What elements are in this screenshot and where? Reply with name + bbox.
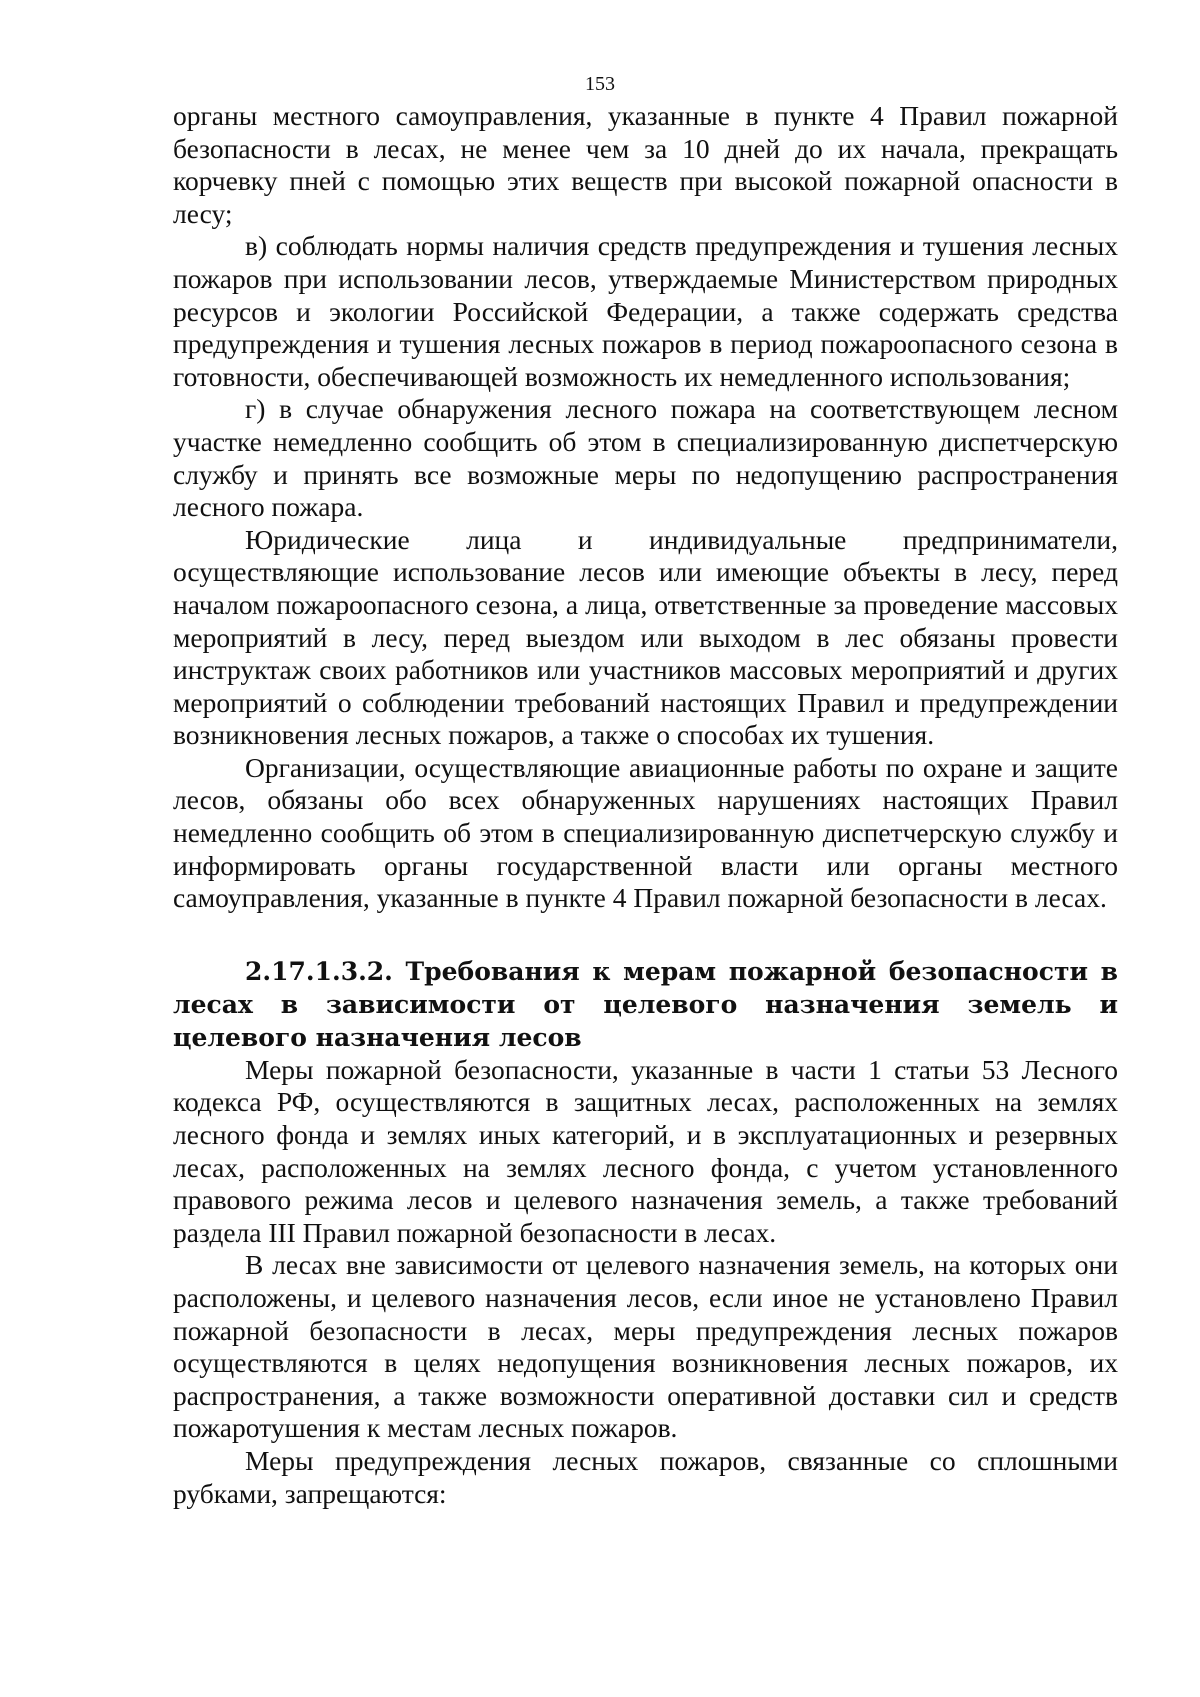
paragraph-item-v: в) соблюдать нормы наличия средств предупреждения и тушения лесных пожаров при использовании лесов, утверждаемые Министерством природных ресурсов и экологии Российской Федерации, а также содержать средства предупреждения и тушения лесных пожаров в период пожароопасного сезона в готовности, обеспечивающей возможность их немедленного использования; [173, 230, 1118, 392]
section-heading: 2.17.1.3.2. Требования к мерам пожарной безопасности в лесах в зависимости от целевого назначения земель и целевого назначения лесов [173, 956, 1118, 1052]
paragraph-legal-entities: Юридические лица и индивидуальные предприниматели, осуществляющие использование лесов или имеющие объекты в лесу, перед началом пожароопасного сезона, а лица, ответственные за проведение массовых мероприятий в лесу, перед выездом или выходом в лес обязаны провести инструктаж своих работников или участников массовых мероприятий и других мероприятий о соблюдении требований настоящих Правил и предупреждении возникновения лесных пожаров, а также о способах их тушения. [173, 523, 1118, 751]
document-body [173, 100, 1118, 1510]
paragraph-continuation: органы местного самоуправления, указанные в пункте 4 Правил пожарной безопасности в лесах, не менее чем за 10 дней до их начала, прекращать корчевку пней с помощью этих веществ при высокой пожарной опасности в лесу; [173, 100, 1118, 229]
page-number: 153 [585, 73, 615, 95]
paragraph-fire-safety-measures: Меры пожарной безопасности, указанные в части 1 статьи 53 Лесного кодекса РФ, осуществляются в защитных лесах, расположенных на землях лесного фонда и землях иных категорий, и в эксплуатационных и резервных лесах, расположенных на землях лесного фонда, с учетом установленного правового режима лесов и целевого назначения земель, а также требований раздела III Правил пожарной безопасности в лесах. [173, 1053, 1118, 1248]
paragraph-clear-cutting: Меры предупреждения лесных пожаров, связанные со сплошными рубками, запрещаются: [173, 1444, 1118, 1509]
paragraph-aviation-organizations: Организации, осуществляющие авиационные работы по охране и защите лесов, обязаны обо всех обнаруженных нарушениях настоящих Правил немедленно сообщить об этом в специализированную диспетчерскую службу и информировать органы государственной власти или органы местного самоуправления, указанные в пункте 4 Правил пожарной безопасности в лесах. [173, 751, 1118, 914]
paragraph-item-g: г) в случае обнаружения лесного пожара на соответствующем лесном участке немедленно сообщить об этом в специализированную диспетчерскую службу и принять все возможные меры по недопущению распространения лесного пожара. [173, 393, 1118, 523]
paragraph-prevention-measures: В лесах вне зависимости от целевого назначения земель, на которых они расположены, и целевого назначения лесов, если иное не установлено Правил пожарной безопасности в лесах, меры предупреждения лесных пожаров осуществляются в целях недопущения возникновения лесных пожаров, их распространения, а также возможности оперативной доставки сил и средств пожаротушения к местам лесных пожаров. [173, 1249, 1118, 1444]
